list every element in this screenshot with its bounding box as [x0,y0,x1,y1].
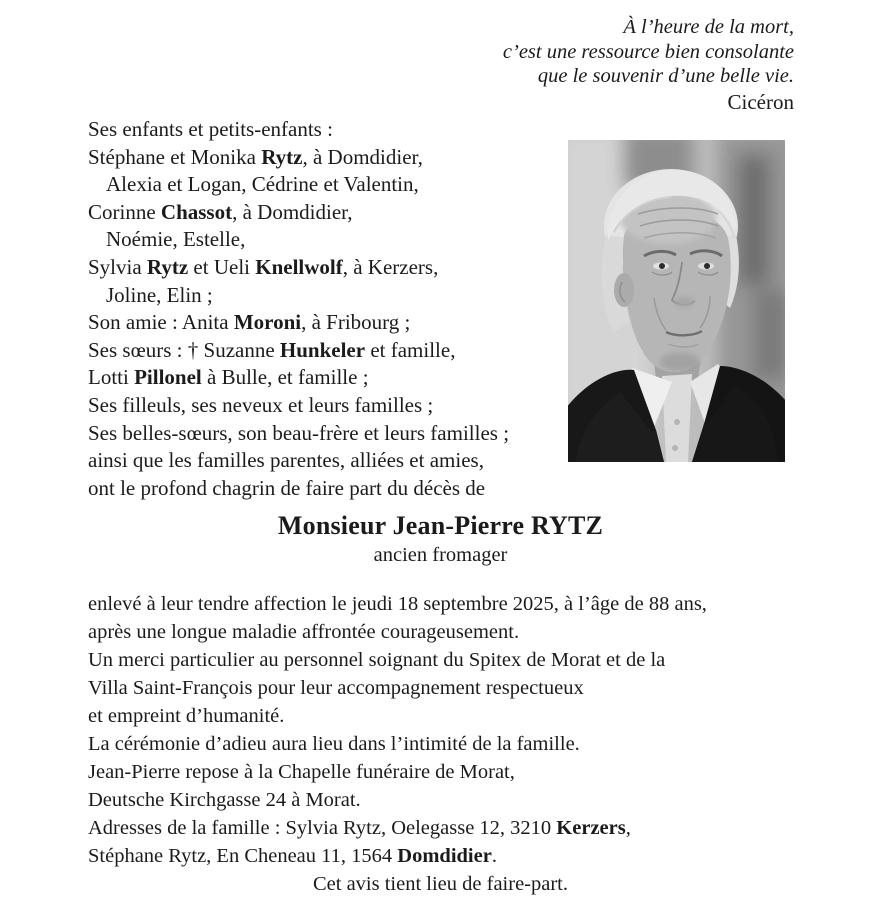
text-line: Son amie : Anita Moroni, à Fribourg ; [88,310,411,335]
text-line: Lotti Pillonel à Bulle, et famille ; [88,365,369,390]
text-line: Ses enfants et petits-enfants : [88,117,333,141]
text-line: Noémie, Estelle, [106,227,246,252]
portrait-photo [568,140,785,462]
text-line: c’est une ressource bien consolante [502,40,794,63]
text-line: ont le profond chagrin de faire part du décès de [88,475,486,500]
deceased-name: Monsieur Jean-Pierre RYTZ [277,511,604,540]
text-line: Deutsche Kirchgasse 24 à Morat. [88,789,361,811]
family-list [88,116,509,502]
text-line: Ses sœurs : † Suzanne Hunkeler et famille, [88,337,456,362]
text-line: Corinne Chassot, à Domdidier, [88,199,353,224]
deceased-subtitle: ancien fromager [373,544,508,566]
announcement-body [88,590,793,898]
text-line: Un merci particulier au personnel soignant du Spitex de Morat et de la [88,649,666,671]
deceased-title-block [88,510,793,569]
text-line: À l’heure de la mort, [623,16,794,38]
text-line: Villa Saint-François pour leur accompagnement respectueux [88,677,584,699]
text-line: La cérémonie d’adieu aura lieu dans l’intimité de la famille. [88,733,580,755]
text-line: Ses belles-sœurs, son beau-frère et leurs familles ; [88,420,510,445]
quote-lines [503,15,794,89]
text-line: Ses filleuls, ses neveux et leurs familles ; [88,392,434,417]
text-line: Cet avis tient lieu de faire-part. [312,873,568,895]
text-line: Alexia et Logan, Cédrine et Valentin, [106,172,419,197]
text-line: Adresses de la famille : Sylvia Rytz, Oelegasse 12, 3210 Kerzers, [88,817,631,839]
text-line: ainsi que les familles parentes, alliées et amies, [88,448,484,473]
text-line: enlevé à leur tendre affection le jeudi 18 septembre 2025, à l’âge de 88 ans, [88,593,707,615]
text-line: Stéphane Rytz, En Cheneau 11, 1564 Domdidier. [88,845,497,867]
text-line: et empreint d’humanité. [88,705,285,727]
text-line: Joline, Elin ; [106,282,213,307]
text-line: que le souvenir d’une belle vie. [537,65,794,87]
epigraph-quote [503,15,794,114]
quote-author: Cicéron [727,89,794,114]
text-line: après une longue maladie affrontée courageusement. [88,621,520,643]
text-line: Sylvia Rytz et Ueli Knellwolf, à Kerzers, [88,254,439,279]
text-line: Stéphane et Monika Rytz, à Domdidier, [88,144,423,169]
text-line: Jean-Pierre repose à la Chapelle funéraire de Morat, [88,761,515,783]
